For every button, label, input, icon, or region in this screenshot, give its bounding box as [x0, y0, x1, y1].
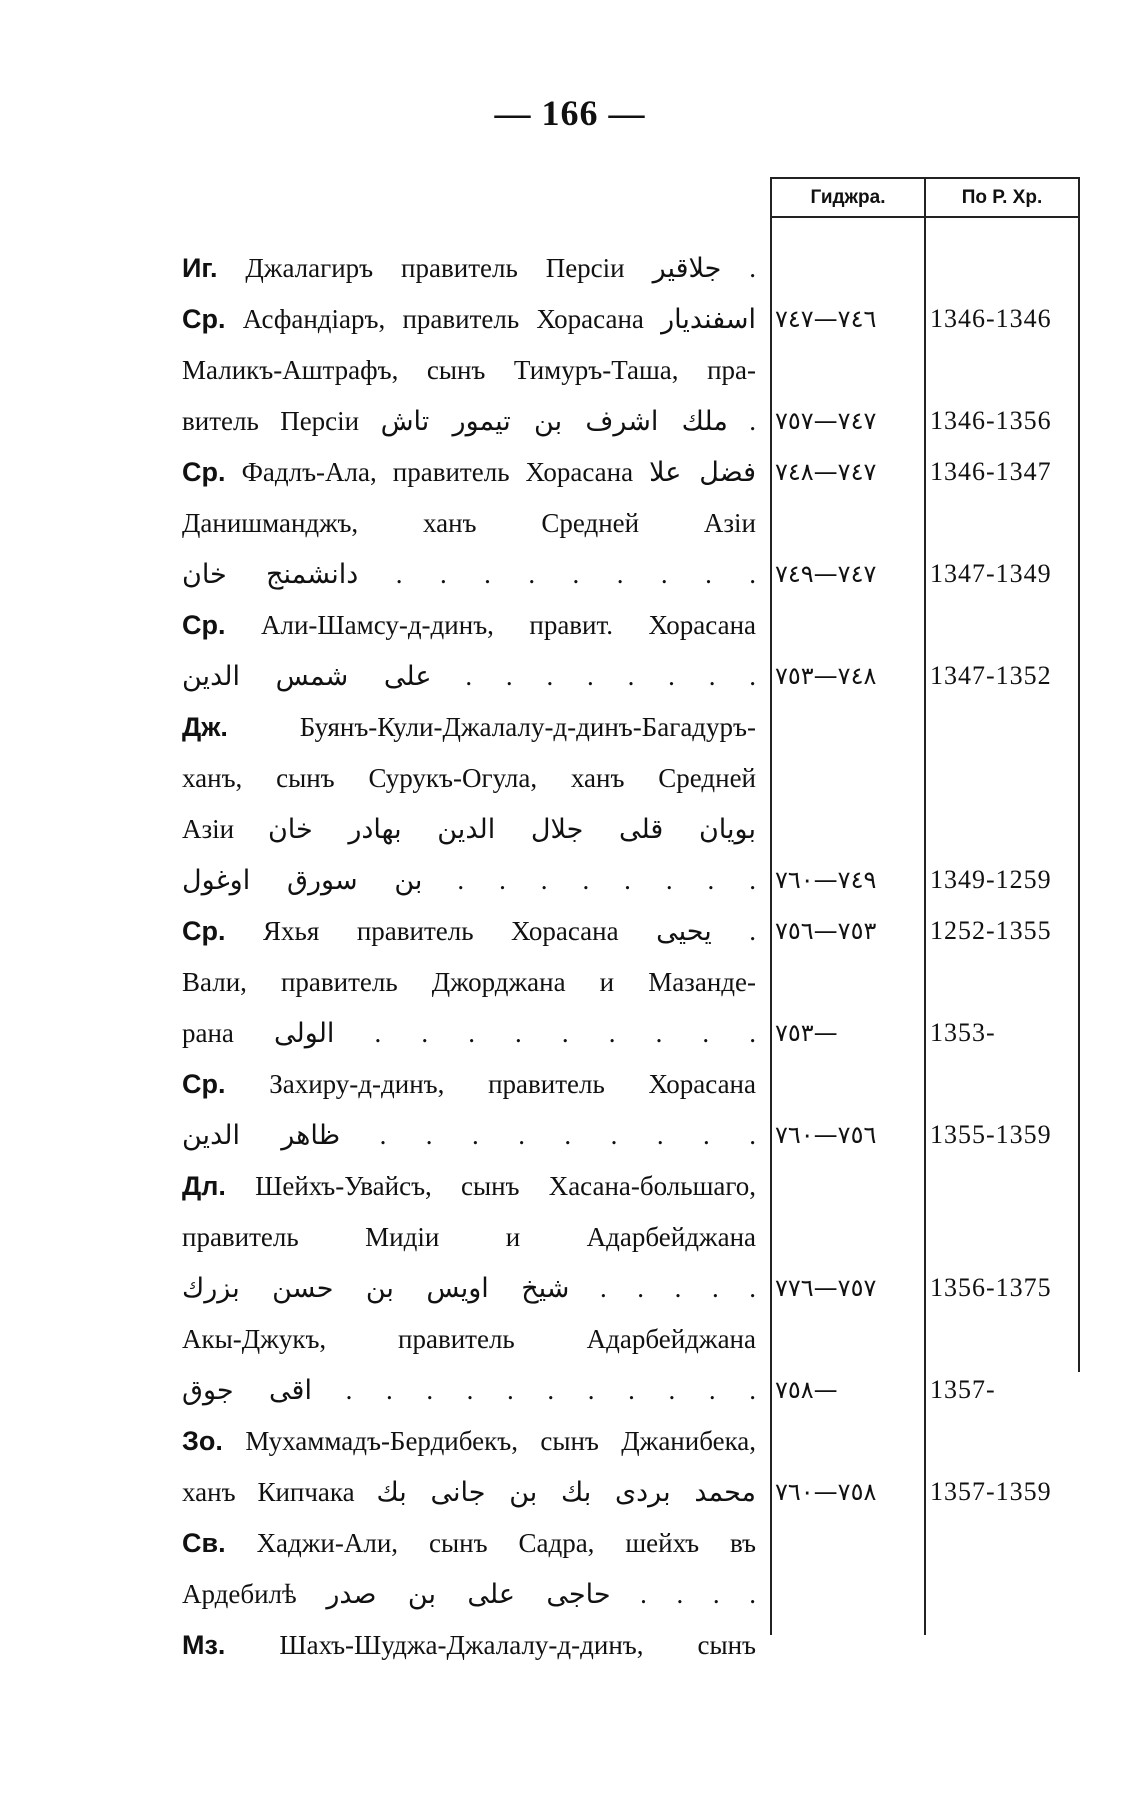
hijra-dates: ٧٥٧—٧٧٦: [775, 1274, 877, 1302]
entry-text: Фадлъ-Ала, правитель Хорасана: [241, 457, 634, 487]
entry-line: [182, 299, 756, 339]
entry-line: [182, 1166, 756, 1206]
hijra-dates: ٧٤٨—٧٥٣: [775, 662, 877, 690]
hijra-dates: ٧٤٧—٧٤٩: [775, 560, 877, 588]
source-abbreviation: Ср.: [182, 304, 226, 334]
christian-era-dates: 1355-1359: [930, 1120, 1052, 1149]
leader-dots: . . . . . . . . . . .: [345, 1375, 756, 1405]
entry-text: ханъ Кипчака: [182, 1477, 355, 1507]
source-abbreviation: Зо.: [182, 1426, 223, 1456]
arabic-name: دانشمنج خان: [182, 559, 359, 590]
page-number: — 166 —: [494, 93, 646, 133]
hijra-dates: ٧٥٨—٧٦٠: [775, 1478, 877, 1506]
entry-line: [182, 1523, 756, 1563]
entry-text: Ардебилѣ: [182, 1579, 297, 1609]
entry-line: [182, 1625, 756, 1665]
christian-era-dates: 1252-1355: [930, 916, 1052, 945]
entry-text: Захиру-д-динъ, правитель Хорасана: [269, 1069, 756, 1099]
table-right-rule: [1078, 177, 1080, 1372]
hijra-dates: ٧٤٦—٧٤٧: [775, 305, 877, 333]
entry-line: [182, 605, 756, 645]
entry-line: [182, 401, 756, 441]
entry-text: Али-Шамсу-д-динъ, правит. Хорасана: [260, 610, 756, 640]
table-middle-rule: [924, 177, 926, 1635]
source-abbreviation: Ср.: [182, 457, 226, 487]
entry-line: [182, 1217, 756, 1257]
arabic-name: جلاقير: [652, 253, 722, 284]
column-header-hijra: Гиджра.: [810, 187, 886, 208]
arabic-name: اسفنديار: [661, 304, 756, 335]
entry-line: [182, 707, 756, 747]
source-abbreviation: Иг.: [182, 253, 218, 283]
entry-line: [182, 1268, 756, 1308]
hijra-dates: ٧٥٨—: [775, 1376, 838, 1404]
entry-line: [182, 554, 756, 594]
christian-era-dates: 1347-1349: [930, 559, 1052, 588]
entry-line: [182, 656, 756, 696]
entry-line: [182, 248, 756, 288]
leader-dots: . . . . .: [599, 1273, 756, 1303]
entry-line: [182, 962, 756, 1002]
arabic-name: محمد بردى بك بن جانى بك: [376, 1477, 756, 1508]
source-abbreviation: Св.: [182, 1528, 226, 1558]
arabic-name: الولى: [274, 1018, 335, 1049]
entry-line: [182, 503, 756, 543]
arabic-name: على شمس الدين: [182, 661, 432, 692]
hijra-dates: ٧٥٣—: [775, 1019, 838, 1047]
source-abbreviation: Мз.: [182, 1630, 226, 1660]
arabic-name: يحيى: [656, 916, 712, 947]
arabic-name: شيخ اويس بن حسن بزرك: [182, 1273, 570, 1304]
leader-dots: .: [749, 253, 756, 283]
entry-text: Шейхъ-Увайсъ, сынъ Хасана-большаго,: [255, 1171, 756, 1201]
christian-era-dates: 1357-1359: [930, 1477, 1052, 1506]
table-left-rule: [770, 177, 772, 1635]
leader-dots: . . . . . . . .: [465, 661, 756, 691]
christian-era-dates: 1346-1346: [930, 304, 1052, 333]
entry-text: Асфандіаръ, правитель Хорасана: [242, 304, 644, 334]
entry-text: Вали, правитель Джорджана и Мазанде-: [182, 967, 756, 997]
entry-line: [182, 809, 756, 849]
entry-text: витель Персіи: [182, 406, 360, 436]
entry-text: Данишманджъ, ханъ Средней Азіи: [182, 508, 756, 538]
arabic-name: فضل علا: [649, 457, 756, 488]
entry-line: [182, 758, 756, 798]
source-abbreviation: Ср.: [182, 610, 226, 640]
entry-text: Джалагиръ правитель Персіи: [245, 253, 625, 283]
christian-era-dates: 1356-1375: [930, 1273, 1052, 1302]
christian-era-dates: 1346-1347: [930, 457, 1052, 486]
arabic-name: بويان قلى جلال الدين بهادر خان: [267, 814, 756, 845]
entry-line: [182, 911, 756, 951]
hijra-dates: ٧٤٧—٧٤٨: [775, 458, 877, 486]
entry-line: [182, 1472, 756, 1512]
christian-era-dates: 1353-: [930, 1018, 996, 1047]
leader-dots: .: [749, 406, 756, 436]
entry-text: Яхья правитель Хорасана: [263, 916, 619, 946]
entry-text: Маликъ-Аштрафъ, сынъ Тимуръ-Таша, пра-: [182, 355, 756, 385]
christian-era-dates: 1349-1259: [930, 865, 1052, 894]
entry-line: [182, 1574, 756, 1614]
entry-line: [182, 1421, 756, 1461]
arabic-name: حاجى على بن صدر: [326, 1579, 611, 1610]
entry-text: Акы-Джукъ, правитель Адарбейджана: [182, 1324, 756, 1354]
arabic-name: بن سورق اوغول: [182, 865, 423, 896]
entry-line: [182, 1370, 756, 1410]
hijra-dates: ٧٥٦—٧٦٠: [775, 1121, 877, 1149]
source-abbreviation: Ср.: [182, 1069, 226, 1099]
leader-dots: .: [749, 916, 756, 946]
source-abbreviation: Дж.: [182, 712, 228, 742]
entry-line: [182, 860, 756, 900]
entry-line: [182, 1013, 756, 1053]
source-abbreviation: Дл.: [182, 1171, 226, 1201]
entry-text: правитель Мидіи и Адарбейджана: [182, 1222, 756, 1252]
entry-text: Мухаммадъ-Бердибекъ, сынъ Джанибека,: [245, 1426, 756, 1456]
entry-text: рана: [182, 1018, 234, 1048]
hijra-dates: ٧٤٩—٧٦٠: [775, 866, 877, 894]
entry-text: Хаджи-Али, сынъ Садра, шейхъ въ: [256, 1528, 756, 1558]
christian-era-dates: 1357-: [930, 1375, 996, 1404]
entry-text: ханъ, сынъ Сурукъ-Огула, ханъ Средней: [182, 763, 756, 793]
entry-text: Буянъ-Кули-Джалалу-д-динъ-Багадуръ-: [299, 712, 756, 742]
leader-dots: . . . . . . . . .: [395, 559, 756, 589]
entry-text: Азіи: [182, 814, 235, 844]
christian-era-dates: 1347-1352: [930, 661, 1052, 690]
arabic-name: ملك اشرف بن تيمور تاش: [380, 406, 728, 437]
arabic-name: اقى جوق: [182, 1375, 312, 1406]
hijra-dates: ٧٥٣—٧٥٦: [775, 917, 877, 945]
entry-line: [182, 452, 756, 492]
entry-line: [182, 1115, 756, 1155]
leader-dots: . . . .: [640, 1579, 756, 1609]
christian-era-dates: 1346-1356: [930, 406, 1052, 435]
entry-line: [182, 1064, 756, 1104]
entry-line: [182, 1319, 756, 1359]
source-abbreviation: Ср.: [182, 916, 226, 946]
entry-text: Шахъ-Шуджа-Джалалу-д-динъ, сынъ: [279, 1630, 756, 1660]
arabic-name: ظاهر الدين: [182, 1120, 341, 1151]
leader-dots: . . . . . . . .: [457, 865, 756, 895]
hijra-dates: ٧٤٧—٧٥٧: [775, 407, 877, 435]
entry-line: [182, 350, 756, 390]
column-header-christ: По Р. Хр.: [961, 187, 1043, 208]
leader-dots: . . . . . . . . .: [374, 1018, 756, 1048]
leader-dots: . . . . . . . . .: [379, 1120, 756, 1150]
